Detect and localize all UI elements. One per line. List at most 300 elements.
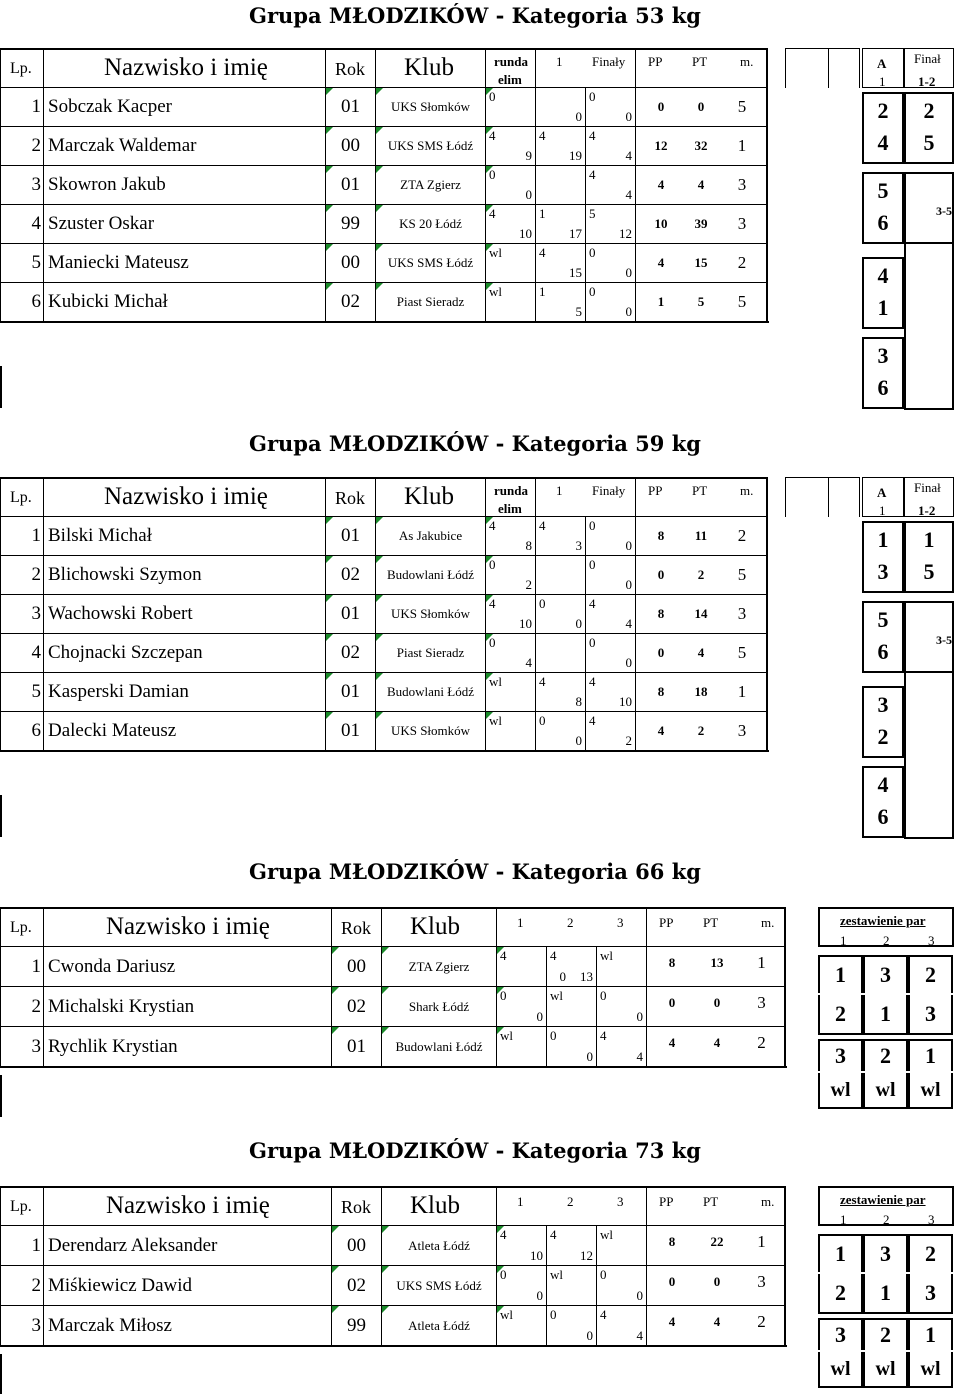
header-pp: PP — [648, 483, 663, 498]
rok-marker — [326, 88, 333, 95]
round-cell-3 — [586, 283, 636, 322]
row-klub: UKS SMS Łódź — [376, 127, 486, 166]
row-rok: 01 — [326, 673, 376, 712]
row-lp: 2 — [0, 987, 44, 1027]
klub-marker — [382, 1266, 389, 1273]
pair-cell: 3 — [908, 1274, 953, 1314]
row-klub: UKS Słomków — [376, 595, 486, 634]
round-cell-3 — [586, 166, 636, 205]
header-pp: PP — [659, 1194, 674, 1209]
final-top: 1 — [923, 527, 935, 552]
round-cell-3 — [586, 127, 636, 166]
row-pt: 4 — [697, 645, 705, 660]
pair-cell: 1 — [908, 1039, 953, 1071]
row-name: Dalecki Mateusz — [44, 712, 326, 751]
row-pp: 4 — [657, 177, 665, 192]
row-pp: 1 — [657, 294, 665, 309]
row-m: 3 — [757, 992, 766, 1012]
a-pair-bottom: 2 — [877, 724, 889, 749]
round-bottom: 0 — [636, 1009, 643, 1024]
stats-cell — [647, 1306, 786, 1346]
round-top: 4 — [589, 167, 596, 182]
round-cell-1 — [486, 517, 536, 556]
row-lp: 3 — [0, 166, 44, 205]
header-name: Nazwisko i imię — [104, 483, 268, 510]
rok-marker — [326, 712, 333, 719]
header-name: Nazwisko i imię — [106, 1192, 270, 1219]
header-lp: Lp. — [10, 489, 32, 506]
table-header — [0, 477, 768, 517]
round-bottom: 10 — [519, 616, 532, 631]
round-top: 4 — [600, 1028, 607, 1043]
header-final: Finał — [914, 480, 941, 495]
table-bottom-border — [0, 750, 769, 752]
round-cell-2 — [547, 987, 597, 1027]
row-name: Michalski Krystian — [44, 987, 332, 1027]
pair-cell: 2 — [908, 1234, 953, 1272]
round-top: 0 — [489, 557, 496, 572]
final-35-box — [904, 172, 954, 244]
row-rok: 02 — [332, 987, 382, 1027]
round-top: 4 — [550, 948, 557, 963]
pair-cell: 1 — [863, 1274, 908, 1314]
round-cell-1 — [486, 673, 536, 712]
round-cell-1 — [486, 205, 536, 244]
round-top: wl — [550, 1267, 563, 1282]
pair-cell: 1 — [863, 995, 908, 1035]
round-bottom: 0 — [625, 577, 632, 592]
round-top: 1 — [539, 284, 546, 299]
klub-marker — [382, 1027, 389, 1034]
row-klub: KS 20 Łódź — [376, 205, 486, 244]
rok-marker — [332, 1266, 339, 1273]
round-bottom: 3 — [575, 538, 582, 553]
row-pt: 14 — [694, 606, 708, 621]
round-cell-1 — [497, 947, 547, 987]
a-pair-bottom: 6 — [877, 639, 889, 664]
row-pt: 0 — [713, 1273, 721, 1289]
row-name: Maniecki Mateusz — [44, 244, 326, 283]
row-pt: 4 — [713, 1034, 721, 1050]
aux-grid-1 — [785, 48, 829, 88]
round-bottom: 0 — [586, 1328, 593, 1343]
round-bottom: 12 — [619, 226, 632, 241]
stats-cell — [636, 517, 768, 556]
round-bottom: 8 — [575, 694, 582, 709]
stats-cell — [636, 283, 768, 322]
a-pair-top: 3 — [877, 692, 889, 717]
round-top: 0 — [550, 1028, 557, 1043]
pair-cell: 3 — [863, 1234, 908, 1272]
round-top: wl — [550, 988, 563, 1003]
table-header — [0, 1186, 786, 1226]
round-top: wl — [489, 284, 502, 299]
round-cell-3 — [586, 634, 636, 673]
round-cell-1 — [486, 244, 536, 283]
row-lp: 1 — [0, 88, 44, 127]
header-round-2: 2 — [567, 915, 574, 930]
header-runda: runda — [494, 54, 528, 69]
final-col-line — [904, 673, 954, 839]
a-pair-bottom: 1 — [877, 295, 889, 320]
header-a: A — [877, 56, 887, 71]
round-bottom: 4 — [625, 148, 632, 163]
group-title: Grupa MŁODZIKÓW - Kategoria 59 kg — [249, 431, 701, 456]
row-lp: 3 — [0, 1027, 44, 1067]
round-cell-2 — [547, 1226, 597, 1266]
row-pp: 8 — [657, 528, 665, 543]
header-klub: Klub — [404, 483, 454, 510]
klub-marker — [376, 283, 383, 290]
header-klub: Klub — [410, 1192, 460, 1219]
header-pt: PT — [692, 483, 708, 498]
header-a: A — [877, 485, 887, 500]
round-cell-3 — [586, 517, 636, 556]
round-cell-3 — [597, 1027, 647, 1067]
round-cell-2 — [547, 1027, 597, 1067]
row-lp: 4 — [0, 634, 44, 673]
round-top: 4 — [550, 1227, 557, 1242]
round-bottom: 0 — [586, 1049, 593, 1064]
row-pp: 8 — [657, 606, 665, 621]
round-top: 0 — [589, 518, 596, 533]
row-name: Wachowski Robert — [44, 595, 326, 634]
table-row — [0, 1266, 786, 1306]
row-lp: 3 — [0, 595, 44, 634]
pairs-col-3: 3 — [928, 933, 935, 948]
row-pt: 2 — [697, 723, 705, 738]
header-rok: Rok — [341, 1197, 372, 1217]
row-m: 3 — [757, 1271, 766, 1291]
klub-marker — [376, 244, 383, 251]
round-cell-1 — [486, 88, 536, 127]
round-cell-2 — [536, 673, 586, 712]
pair-cell: 3 — [818, 1039, 863, 1071]
row-pt: 11 — [694, 528, 708, 543]
group-title: Grupa MŁODZIKÓW - Kategoria 66 kg — [249, 859, 701, 884]
row-klub: ZTA Zgierz — [382, 947, 497, 987]
pairs-col-1: 1 — [840, 1212, 847, 1227]
round-top: 4 — [489, 596, 496, 611]
header-klub: Klub — [410, 913, 460, 940]
a-pair-bottom: 3 — [877, 559, 889, 584]
round-cell-1 — [497, 1306, 547, 1346]
row-lp: 4 — [0, 205, 44, 244]
pairs-title: zestawienie par — [840, 913, 926, 928]
row-pt: 0 — [713, 994, 721, 1010]
row-klub: UKS SMS Łódź — [382, 1266, 497, 1306]
final-box — [904, 521, 954, 593]
round-top: 0 — [539, 596, 546, 611]
row-rok: 00 — [326, 127, 376, 166]
round-top: 0 — [489, 167, 496, 182]
round-top: 4 — [589, 713, 596, 728]
row-lp: 1 — [0, 947, 44, 987]
row-m: 2 — [737, 526, 747, 545]
corner-mark — [0, 1075, 2, 1117]
row-lp: 6 — [0, 283, 44, 322]
a-pair-bottom: 6 — [877, 804, 889, 829]
round-top: 4 — [489, 206, 496, 221]
header-round-1: 1 — [517, 915, 524, 930]
header-pp: PP — [648, 54, 663, 69]
header-finaly: Finały — [592, 483, 626, 498]
klub-marker — [376, 127, 383, 134]
header-lp: Lp. — [10, 919, 32, 936]
header-m: m. — [761, 1194, 775, 1209]
pairs-title: zestawienie par — [840, 1192, 926, 1207]
table-row — [0, 1226, 786, 1266]
round-cell-1 — [486, 127, 536, 166]
row-m: 2 — [757, 1032, 766, 1052]
round-top: wl — [600, 1227, 613, 1242]
row-name: Marczak Miłosz — [44, 1306, 332, 1346]
pair-cell: 1 — [908, 1318, 953, 1350]
a-pair-box — [862, 337, 904, 409]
rok-marker — [326, 634, 333, 641]
rok-marker — [332, 947, 339, 954]
stats-cell — [636, 712, 768, 751]
header-klub: Klub — [404, 54, 454, 81]
row-rok: 99 — [326, 205, 376, 244]
final-bottom: 5 — [923, 130, 935, 155]
pair-cell: 2 — [818, 995, 863, 1035]
klub-marker — [382, 947, 389, 954]
header-round-3: 3 — [617, 915, 624, 930]
rok-marker — [326, 127, 333, 134]
a-pair-box — [862, 92, 904, 164]
header-m: m. — [761, 915, 775, 930]
row-rok: 02 — [326, 283, 376, 322]
row-pp: 8 — [668, 1233, 676, 1249]
rok-marker — [326, 595, 333, 602]
pair-cell: 2 — [863, 1318, 908, 1350]
round-cell-2 — [536, 556, 586, 595]
header-m: m. — [740, 483, 754, 498]
table-row — [0, 595, 768, 634]
pair-cell: 3 — [908, 995, 953, 1035]
corner-mark — [0, 795, 2, 837]
pair-cell: 3 — [863, 955, 908, 993]
round-cell-3 — [586, 673, 636, 712]
row-rok: 00 — [332, 947, 382, 987]
row-rok: 02 — [326, 556, 376, 595]
row-pp: 0 — [668, 994, 676, 1010]
row-klub: Budowlani Łódź — [382, 1027, 497, 1067]
round-cell-3 — [586, 244, 636, 283]
round-cell-2 — [536, 127, 586, 166]
round-bottom: 0 — [575, 733, 582, 748]
final-bottom: 5 — [923, 559, 935, 584]
round-cell-1 — [486, 556, 536, 595]
row-m: 3 — [737, 721, 747, 740]
table-row — [0, 283, 768, 322]
a-pair-box — [862, 686, 904, 758]
row-m: 5 — [737, 643, 747, 662]
row-pt: 15 — [694, 255, 708, 270]
klub-marker — [382, 1226, 389, 1233]
table-row — [0, 987, 786, 1027]
round-bottom: 4 — [636, 1049, 643, 1064]
table-row — [0, 517, 768, 556]
row-rok: 01 — [326, 595, 376, 634]
table-bottom-border — [0, 1066, 787, 1068]
round-cell-2 — [536, 88, 586, 127]
table-row — [0, 205, 768, 244]
row-pp: 4 — [657, 723, 665, 738]
round-top: 4 — [539, 245, 546, 260]
round-cell-2 — [536, 205, 586, 244]
row-rok: 00 — [326, 244, 376, 283]
round-bottom: 4 — [625, 187, 632, 202]
header-a-1: 1 — [879, 74, 886, 89]
row-name: Kasperski Damian — [44, 673, 326, 712]
table-row — [0, 244, 768, 283]
group-title: Grupa MŁODZIKÓW - Kategoria 73 kg — [249, 1138, 701, 1163]
a-pair-top: 4 — [877, 772, 889, 797]
row-pp: 0 — [657, 567, 665, 582]
round-bottom: 17 — [569, 226, 582, 241]
a-pair-box — [862, 257, 904, 329]
aux-grid-2 — [829, 477, 860, 517]
row-lp: 2 — [0, 127, 44, 166]
row-lp: 5 — [0, 673, 44, 712]
header-round-1: 1 — [556, 54, 563, 69]
row-name: Blichowski Szymon — [44, 556, 326, 595]
header-elim: elim — [498, 501, 522, 516]
row-m: 3 — [737, 604, 747, 623]
round-top: 4 — [500, 948, 507, 963]
round-bottom: 2 — [525, 577, 532, 592]
round-top: 0 — [489, 635, 496, 650]
row-rok: 01 — [326, 517, 376, 556]
row-pt: 18 — [694, 684, 708, 699]
round-top: 4 — [589, 674, 596, 689]
round-bottom: 0 — [625, 265, 632, 280]
klub-marker — [376, 88, 383, 95]
row-m: 2 — [757, 1311, 766, 1331]
round-top: 0 — [500, 988, 507, 1003]
a-pair-box — [862, 521, 904, 593]
klub-marker — [376, 673, 383, 680]
stats-cell — [647, 947, 786, 987]
row-rok: 00 — [332, 1226, 382, 1266]
row-pp: 8 — [668, 954, 676, 970]
round-top: 4 — [500, 1227, 507, 1242]
rok-marker — [332, 1306, 339, 1313]
row-pp: 12 — [654, 138, 668, 153]
corner-mark — [0, 366, 2, 408]
round-cell-3 — [597, 1226, 647, 1266]
row-pp: 4 — [657, 255, 665, 270]
stats-cell — [647, 1027, 786, 1067]
stats-cell — [636, 244, 768, 283]
row-m: 2 — [737, 253, 747, 272]
row-rok: 01 — [332, 1027, 382, 1067]
round-top: 0 — [589, 284, 596, 299]
round-bottom: 4 — [636, 1328, 643, 1343]
round-top: wl — [489, 674, 502, 689]
header-runda: runda — [494, 483, 528, 498]
round-bottom: 12 — [580, 1248, 593, 1263]
stats-cell — [636, 127, 768, 166]
row-pp: 8 — [657, 684, 665, 699]
table-row — [0, 88, 768, 127]
round-top: 0 — [589, 557, 596, 572]
row-rok: 02 — [326, 634, 376, 673]
pair-cell: 1 — [818, 955, 863, 993]
row-name: Skowron Jakub — [44, 166, 326, 205]
round-bottom: 10 — [530, 1248, 543, 1263]
pair-cell: 2 — [863, 1039, 908, 1071]
round-bottom: 10 — [619, 694, 632, 709]
a-pair-top: 5 — [877, 178, 889, 203]
round-bottom: 19 — [569, 148, 582, 163]
stats-cell — [647, 987, 786, 1027]
row-name: Rychlik Krystian — [44, 1027, 332, 1067]
round-top: 5 — [589, 206, 596, 221]
row-klub: Piast Sieradz — [376, 283, 486, 322]
table-row — [0, 712, 768, 751]
a-pair-box — [862, 766, 904, 838]
row-lp: 1 — [0, 1226, 44, 1266]
round-bottom: 4 — [625, 616, 632, 631]
row-klub: UKS Słomków — [376, 88, 486, 127]
round-top: 0 — [500, 1267, 507, 1282]
row-pp: 0 — [668, 1273, 676, 1289]
round-top: wl — [600, 948, 613, 963]
row-pt: 5 — [697, 294, 705, 309]
header-round-2: 2 — [567, 1194, 574, 1209]
round-cell-1 — [497, 1027, 547, 1067]
row-m: 5 — [737, 565, 747, 584]
round-bottom: 0 — [536, 1288, 543, 1303]
pairs-col-3: 3 — [928, 1212, 935, 1227]
round-top: 4 — [489, 128, 496, 143]
header-final-sub: 1-2 — [918, 503, 936, 518]
pair-cell: wl — [908, 1073, 953, 1109]
round-top: 4 — [589, 596, 596, 611]
a-pair-top: 1 — [877, 527, 889, 552]
round-top: 0 — [600, 1267, 607, 1282]
header-final: Finał — [914, 51, 941, 66]
row-name: Derendarz Aleksander — [44, 1226, 332, 1266]
table-header — [0, 48, 768, 88]
rok-marker — [326, 205, 333, 212]
row-lp: 3 — [0, 1306, 44, 1346]
row-klub: Shark Łódź — [382, 987, 497, 1027]
round-top: 1 — [539, 206, 546, 221]
row-m: 5 — [737, 292, 747, 311]
pair-cell: 1 — [818, 1234, 863, 1272]
row-m: 3 — [737, 175, 747, 194]
row-name: Cwonda Dariusz — [44, 947, 332, 987]
table-row — [0, 673, 768, 712]
round-cell-3 — [597, 1306, 647, 1346]
round-cell-2 — [536, 283, 586, 322]
a-pair-box — [862, 172, 904, 244]
round-top: 4 — [489, 518, 496, 533]
row-pp: 0 — [657, 99, 665, 114]
row-name: Kubicki Michał — [44, 283, 326, 322]
round-cell-2 — [547, 1306, 597, 1346]
stats-cell — [647, 1226, 786, 1266]
header-rok: Rok — [335, 59, 366, 79]
round-cell-2 — [536, 517, 586, 556]
round-cell-1 — [486, 595, 536, 634]
a-pair-box — [862, 601, 904, 673]
rok-marker — [326, 244, 333, 251]
